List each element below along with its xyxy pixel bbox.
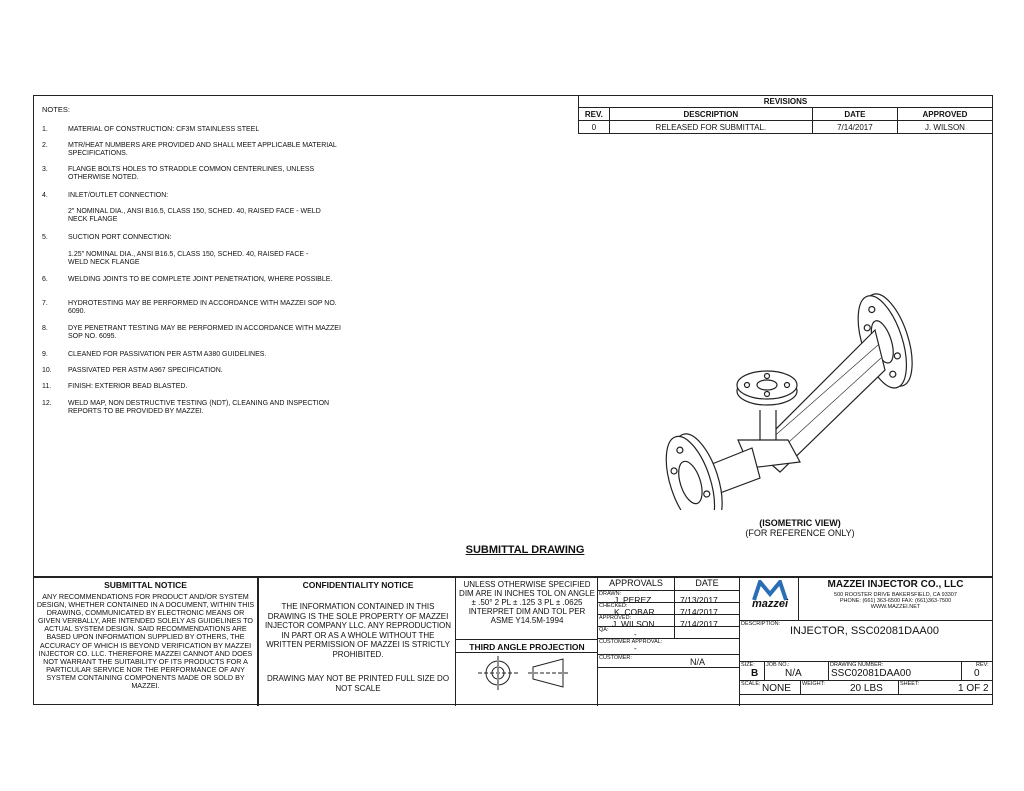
- submittal-notice-box: [33, 577, 258, 706]
- date-title: DATE: [674, 578, 740, 591]
- revision-rev: 0: [579, 121, 610, 134]
- col-line: [800, 680, 801, 694]
- col-line: [764, 661, 765, 680]
- submittal-notice-title: SUBMITTAL NOTICE: [104, 580, 187, 590]
- date-header: DATE: [812, 108, 897, 121]
- job-value: N/A: [785, 668, 802, 679]
- row-line: [740, 694, 993, 695]
- customer-approval-value: -: [634, 644, 637, 653]
- inlet-detail: 2" NOMINAL DIA., ANSI B16.5, CLASS 150, SCHED. 40, RAISED FACE - WELD NECK FLANGE: [68, 208, 321, 223]
- checked-name: K. COBAR: [614, 607, 655, 617]
- suction-detail: 1.25" NOMINAL DIA., ANSI B16.5, CLASS 150, SCHED. 40, RAISED FACE - WELD NECK FLANGE: [68, 251, 309, 266]
- rev-label: REV:: [976, 662, 989, 668]
- row-line: [740, 680, 993, 681]
- isometric-injector-drawing: [660, 290, 930, 510]
- sheet-value: 1 OF 2: [958, 683, 989, 694]
- company-name: MAZZEI INJECTOR CO., LLC: [827, 579, 964, 590]
- checked-label: CHECKED:: [599, 603, 628, 609]
- approvals-box: [598, 577, 740, 706]
- title-block: [33, 576, 993, 705]
- weight-value: 20 LBS: [850, 683, 883, 694]
- drawn-date: 7/13/2017: [680, 595, 718, 605]
- row-line: [598, 667, 740, 668]
- print-notice: DRAWING MAY NOT BE PRINTED FULL SIZE DO NOT SCALE: [266, 674, 450, 693]
- company-address: 500 ROOSTER DRIVE BAKERSFIELD, CA 93307: [834, 592, 957, 598]
- checked-date: 7/14/2017: [680, 607, 718, 617]
- customer-label: CUSTOMER:: [599, 655, 632, 661]
- confidentiality-box: [258, 577, 456, 706]
- drawing-number-value: SSC02081DAA00: [831, 668, 912, 679]
- scale-value: NONE: [762, 683, 791, 694]
- revision-row: [579, 121, 993, 134]
- submittal-drawing-title: SUBMITTAL DRAWING: [465, 544, 585, 556]
- approved-label: APPROVED:: [599, 615, 632, 621]
- weight-label: WEIGHT:: [802, 681, 825, 687]
- revisions-table: [578, 95, 993, 134]
- description-header: DESCRIPTION: [609, 108, 812, 121]
- customer-approval-label: CUSTOMER APPROVAL:: [599, 639, 663, 645]
- rev-value: 0: [974, 668, 980, 679]
- col-line: [961, 661, 962, 680]
- revisions-title: REVISIONS: [579, 95, 993, 108]
- projection-title: THIRD ANGLE PROJECTION: [469, 642, 585, 652]
- company-phone: PHONE: (661) 363-6500 FAX: (661)363-7500: [839, 598, 952, 604]
- drawn-name: J. PEREZ: [614, 595, 652, 605]
- third-angle-projection-icon: [478, 656, 578, 690]
- qa-value: -: [634, 630, 637, 639]
- revision-approved: J. WILSON: [897, 121, 992, 134]
- customer-value: N/A: [690, 657, 706, 667]
- view-title: (ISOMETRIC VIEW): [759, 518, 841, 528]
- suction-flange: [737, 371, 797, 405]
- col-line: [898, 680, 899, 694]
- sheet-label: SHEET:: [900, 681, 920, 687]
- view-subtitle: (FOR REFERENCE ONLY): [745, 528, 855, 538]
- description-label: DESCRIPTION:: [741, 621, 781, 627]
- description-value: INJECTOR, SSC02081DAA00: [790, 625, 939, 637]
- qa-label: QA:: [599, 627, 609, 633]
- tolerance-text: UNLESS OTHERWISE SPECIFIED DIM ARE IN INCHES TOL ON ANGLE ± .50° 2 PL ± .125 3 PL ± .0625 INTERPRET DIM AND TOL PER ASME Y14.5M-1994: [459, 580, 595, 625]
- drawing-number-label: DRAWING NUMBER:: [830, 662, 884, 668]
- isometric-caption: [700, 518, 900, 538]
- company-website: WWW.MAZZEI.NET: [870, 604, 921, 610]
- rev-header: REV.: [579, 108, 610, 121]
- col-line: [828, 661, 829, 680]
- job-label: JOB NO.:: [766, 662, 790, 668]
- mazzei-logo-text: mazzei: [751, 598, 789, 610]
- scale-label: SCALE:: [741, 681, 761, 687]
- size-value: B: [751, 668, 759, 679]
- size-label: SIZE:: [741, 662, 755, 668]
- revision-date: 7/14/2017: [812, 121, 897, 134]
- notes-title: NOTES:: [42, 105, 70, 114]
- revision-description: RELEASED FOR SUBMITTAL.: [609, 121, 812, 134]
- confidentiality-text: THE INFORMATION CONTAINED IN THIS DRAWING IS THE SOLE PROPERTY OF MAZZEI INJECTOR COMPANY LLC. ANY REPRODUCTION IN PART OR AS A WHOLE WITHOUT THE WRITTEN PERMISSION OF MAZZEI IS STRICTLY PROHIBITED.: [264, 602, 452, 659]
- submittal-notice-text: ANY RECOMMENDATIONS FOR PRODUCT AND/OR SYSTEM DESIGN, WHETHER CONTAINED IN A DOCUMENT, WITHIN THIS DRAWING, COMMUNICATED BY ELECTRONIC MEANS OR GIVEN VERBALLY, ARE INTENDED SOLELY AS GUIDELINES TO ACTUAL SYSTEM DESIGN. SAID RECOMMENDATIONS ARE BASED UPON INFORMATION SUPPLIED BY OTHERS, THE ACCURACY OF WHICH IS BEYOND VERIFICATION BY MAZZEI INJECTOR CO. LLC. THEREFORE MAZZEI CANNOT AND DOES NOT WARRANT THE SUITABILITY OF ITS PRODUCTS FOR A PARTICULAR SERVICE NOR THE PERFORMANCE OF ANY SYSTEM CONTAINING COMPONENTS MADE OR SOLD BY MAZZEI.: [36, 592, 255, 691]
- drawn-label: DRAWN:: [599, 591, 622, 597]
- approved-name: J. WILSON: [612, 619, 655, 629]
- confidentiality-title: CONFIDENTIALITY NOTICE: [302, 580, 414, 590]
- company-box: [740, 577, 993, 706]
- approved-date: 7/14/2017: [680, 619, 718, 629]
- approvals-title: APPROVALS: [598, 578, 675, 591]
- approved-header: APPROVED: [897, 108, 992, 121]
- projection-box: [456, 639, 598, 706]
